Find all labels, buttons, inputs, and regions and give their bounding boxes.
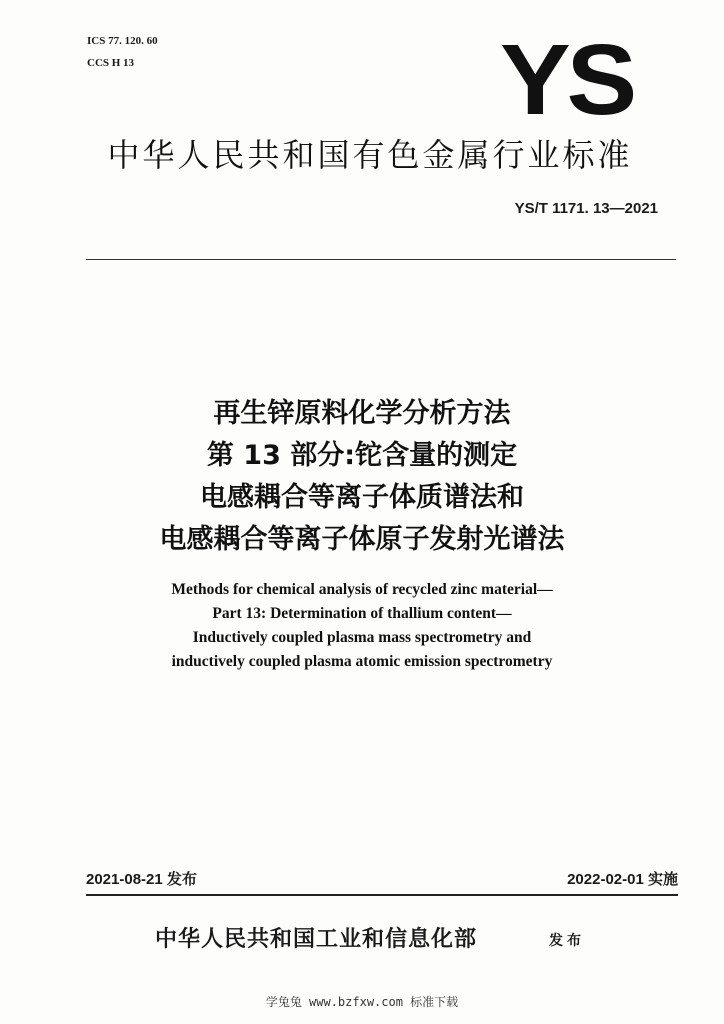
implementation-date: 2022-02-01 实施 [567, 871, 678, 888]
publisher-name: 中华人民共和国工业和信息化部 [155, 926, 478, 952]
classification-codes [87, 30, 158, 74]
english-title [60, 578, 664, 674]
english-title-line: Methods for chemical analysis of recycled zinc material— [171, 581, 553, 598]
ics-code: ICS 77. 120. 60 [87, 35, 158, 47]
industry-standard-title: 中华人民共和国有色金属行业标准 [107, 136, 633, 174]
publish-label: 发布 [549, 933, 585, 949]
footer-divider [86, 894, 678, 896]
english-title-line: Part 13: Determination of thallium content— [212, 605, 512, 622]
chinese-title-line: 电感耦合等离子体质谱法和 [200, 482, 524, 513]
issue-date: 2021-08-21 发布 [86, 871, 197, 888]
download-watermark: 学兔兔 www.bzfxw.com 标准下载 [265, 995, 459, 1009]
chinese-title-line: 电感耦合等离子体原子发射光谱法 [159, 524, 565, 555]
english-title-line: Inductively coupled plasma mass spectrometry and [192, 629, 532, 646]
chinese-title-line: 第 13 部分:铊含量的测定 [206, 440, 518, 471]
chinese-title [60, 393, 664, 561]
standard-number: YS/T 1171. 13—2021 [514, 200, 658, 217]
ccs-code: CCS H 13 [87, 57, 135, 69]
english-title-line: inductively coupled plasma atomic emission spectrometry [171, 653, 553, 670]
dates-row [86, 868, 678, 894]
header-divider [86, 259, 676, 260]
chinese-title-line: 再生锌原料化学分析方法 [213, 398, 511, 429]
ys-logo: YS [500, 24, 633, 136]
